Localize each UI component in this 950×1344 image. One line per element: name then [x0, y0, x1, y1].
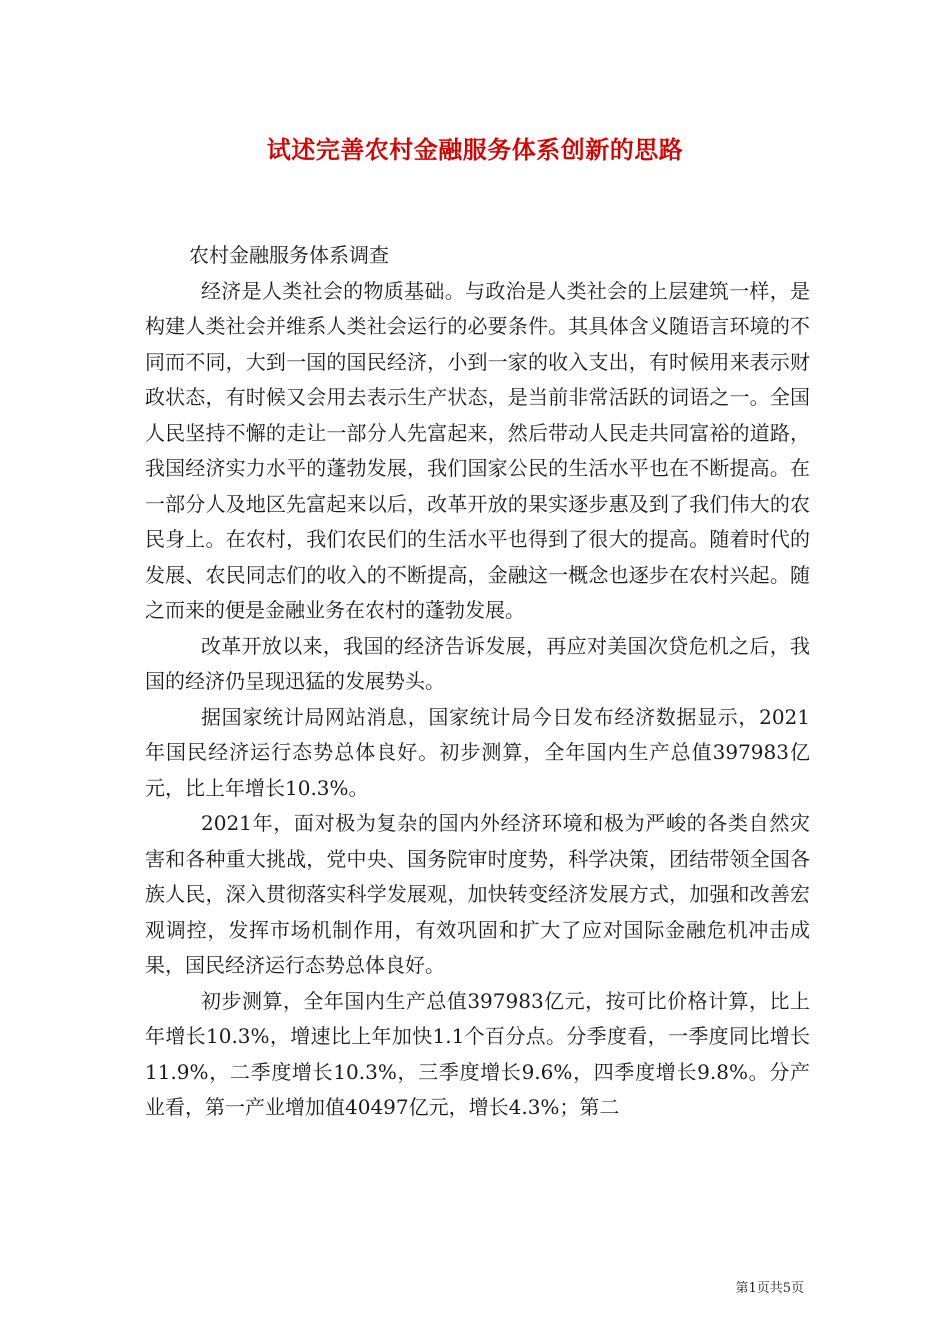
- paragraph: 据国家统计局网站消息，国家统计局今日发布经济数据显示，2021年国民经济运行态势总体良好。初步测算，全年国内生产总值397983亿元，比上年增长10.3%。: [145, 704, 810, 800]
- paragraph: 初步测算，全年国内生产总值397983亿元，按可比价格计算，比上年增长10.3%，增速比上年加快1.1个百分点。分季度看，一季度同比增长11.9%，二季度增长10.3%，三季度增长9.6%，四季度增长9.8%。分产业看，第一产业增加值40497亿元，增长4.3%；第二: [145, 988, 810, 1119]
- document-title: 试述完善农村金融服务体系创新的思路: [266, 135, 684, 164]
- subheading: 农村金融服务体系调查: [189, 243, 389, 267]
- paragraph: 2021年，面对极为复杂的国内外经济环境和极为严峻的各类自然灾害和各种重大挑战，党中央、国务院审时度势，科学决策，团结带领全国各族人民，深入贯彻落实科学发展观，加快转变经济发展方式，加强和改善宏观调控，发挥市场机制作用，有效巩固和扩大了应对国际金融危机冲击成果，国民经济运行态势总体良好。: [145, 811, 810, 977]
- paragraph: 经济是人类社会的物质基础。与政治是人类社会的上层建筑一样，是构建人类社会并维系人类社会运行的必要条件。其具体含义随语言环境的不同而不同，大到一国的国民经济，小到一家的收入支出，有时候用来表示财政状态，有时候又会用去表示生产状态，是当前非常活跃的词语之一。全国人民坚持不懈的走让一部分人先富起来，然后带动人民走共同富裕的道路，我国经济实力水平的蓬勃发展，我们国家公民的生活水平也在不断提高。在一部分人及地区先富起来以后，改革开放的果实逐步惠及到了我们伟大的农民身上。在农村，我们农民们的生活水平也得到了很大的提高。随着时代的发展、农民同志们的收入的不断提高，金融这一概念也逐步在农村兴起。随之而来的便是金融业务在农村的蓬勃发展。: [145, 278, 810, 622]
- page-number-footer: 第1页共5页: [735, 1281, 804, 1296]
- paragraph: 改革开放以来，我国的经济告诉发展，再应对美国次贷危机之后，我国的经济仍呈现迅猛的发展势头。: [145, 633, 810, 693]
- document-body: [145, 238, 810, 1126]
